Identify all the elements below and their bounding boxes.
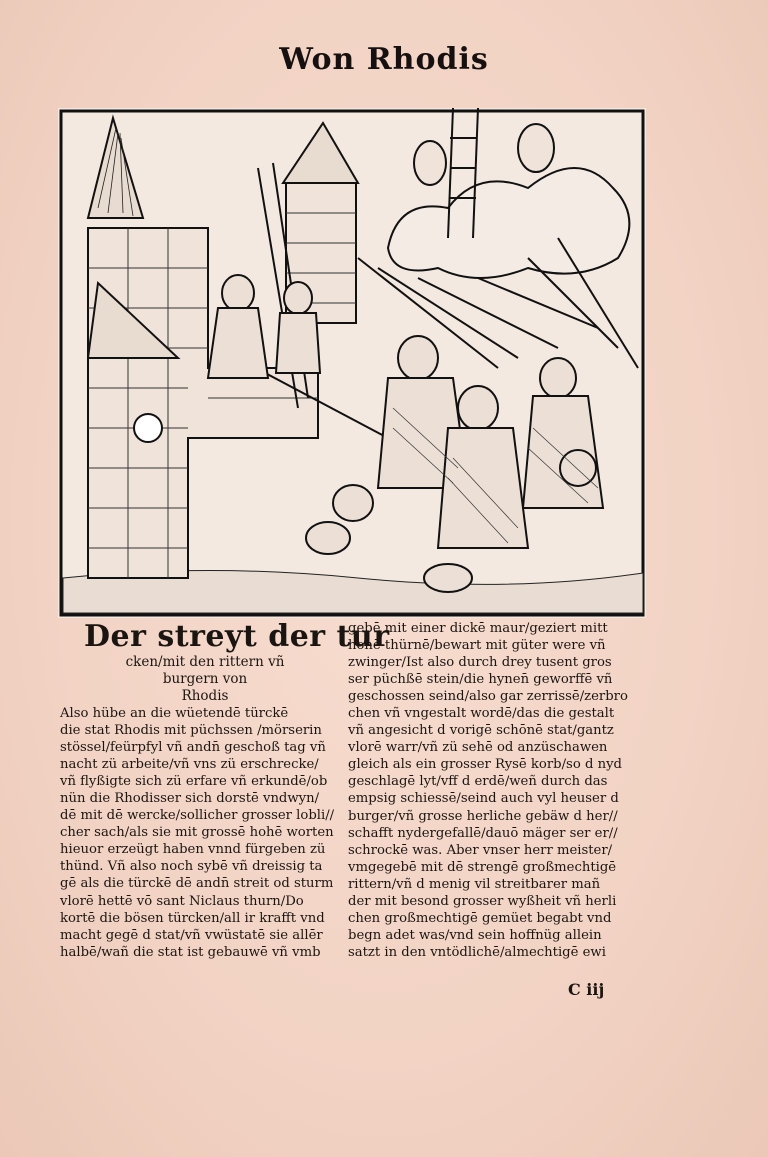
signature-mark: C iij xyxy=(568,980,605,999)
text-line: macht gegē d stat/vñ vwüstatē sie allēr xyxy=(60,927,323,943)
text-line: vñ angesicht d vorigē schōnē stat/gantz xyxy=(348,723,614,739)
text-line: schrockē was. Aber vnser herr meister/ xyxy=(348,842,613,858)
text-line: kortē die bösen türcken/all ir krafft vnd xyxy=(60,910,325,926)
text-line: gē als die türckē dē andn̄ streit od sturm xyxy=(60,876,334,892)
text-line: chen vñ vngestalt wordē/das die gestalt xyxy=(348,706,615,722)
text-line: chen großmechtigē gemüet begabt vnd xyxy=(348,910,612,926)
text-line: rittern/vñ d menig vil streitbarer mañ xyxy=(348,876,601,892)
text-line: vmgegebē mit dē strengē großmechtigē xyxy=(348,859,617,875)
chapter-subtitle-line: Rhodis xyxy=(181,688,229,704)
text-line: satzt in den vntödlichē/almechtigē ewi xyxy=(348,944,606,960)
text-line: vñ flyßigte sich zü erfare vñ erkundē/ob xyxy=(60,774,328,790)
chapter-subtitle-line: cken/mit den rittern vñ xyxy=(125,654,285,670)
chapter-title: Der streyt der tur xyxy=(84,619,390,654)
text-line: nacht zü arbeite/vñ vns zü erschrecke/ xyxy=(60,757,319,773)
text-line: stössel/feürpfyl vñ andn̄ geschoß tag vñ xyxy=(60,740,326,756)
text-line: empsig schiessē/seind auch vyl heuser d xyxy=(348,791,619,807)
text-line: vlorē hettē vō sant Niclaus thurn/Do xyxy=(60,893,304,909)
text-line: begn adet was/vnd sein hoffnüg allein xyxy=(348,927,602,943)
text-line: vlorē warr/vñ zü sehē od anzüschawen xyxy=(348,740,608,756)
text-line: gleich als ein grosser Rysē korb/so d nyd xyxy=(348,757,622,773)
text-line: geschossen seind/also gar zerrissē/zerbro xyxy=(348,689,628,705)
text-column-left xyxy=(60,619,390,961)
woodcut-illustration-siege-of-rhodes xyxy=(58,108,646,618)
text-line: dē mit dē wercke/sollicher grosser lobli// xyxy=(60,808,335,824)
text-line: schafft nydergefallē/dauō mäger ser er// xyxy=(348,825,618,841)
text-line: nün die Rhodisser sich dorstē vndwyn/ xyxy=(60,791,320,807)
text-line: halbē/wañ die stat ist gebauwē vñ vmb xyxy=(60,944,321,960)
chapter-subtitle-line: burgern von xyxy=(162,671,248,687)
text-line: die stat Rhodis mit püchssen /mörserin xyxy=(60,723,322,739)
text-line: zwinger/Ist also durch drey tusent gros xyxy=(348,655,612,671)
text-line: gebē mit einer dickē maur/geziert mitt xyxy=(348,621,608,636)
text-column-right xyxy=(348,620,638,961)
text-line: cher sach/als sie mit grossē hohē worten xyxy=(60,825,334,841)
text-line: Also hübe an die wüetendē türckē xyxy=(60,706,289,721)
text-line: geschlagē lyt/vff d erdē/weñ durch das xyxy=(348,774,608,790)
text-line: hieuor erzeügt haben vnnd fürgeben zü xyxy=(60,842,326,858)
text-line: ser püchßē stein/die hynen̄ geworffē vñ xyxy=(348,672,613,688)
text-line: thünd. Vñ also noch sybē vñ dreissig ta xyxy=(60,859,323,875)
running-head: Won Rhodis xyxy=(279,42,489,77)
text-line: burger/vñ grosse herliche gebäw d her// xyxy=(348,808,618,824)
text-line: hohē thürnē/bewart mit güter were vñ xyxy=(348,638,606,654)
text-line: der mit besond grosser wyßheit vñ herli xyxy=(348,893,617,909)
